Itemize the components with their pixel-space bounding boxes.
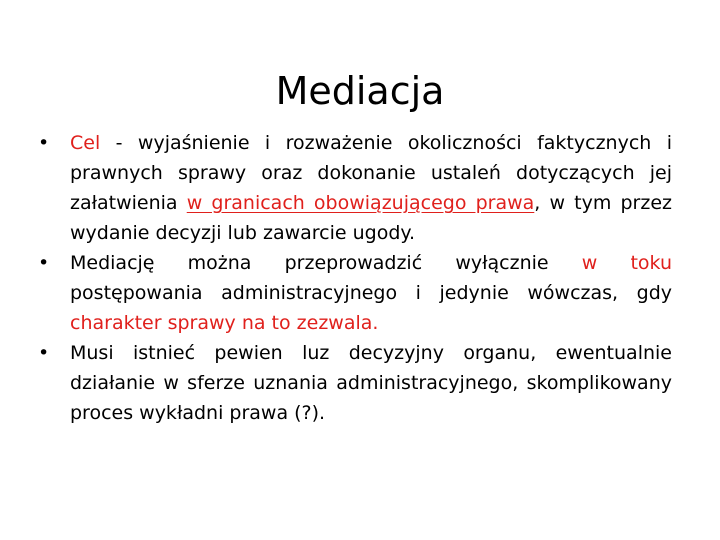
bullet-text-segment: , w tym przez wydanie decyzji lub zawarcie ugody. <box>70 192 672 244</box>
bullet-text-segment: w toku <box>581 252 672 274</box>
bullet-dot-icon: • <box>38 252 50 274</box>
bullet-text-segment: postępowania administracyjnego i jedynie wówczas, gdy <box>70 282 672 304</box>
bullet-text-segment: - wyjaśnienie i rozważenie okoliczności faktycznych i prawnych sprawy oraz dokonanie ustaleń dotyczących jej załatwienia <box>70 132 672 214</box>
bullet-item <box>38 338 672 428</box>
bullet-dot-icon: • <box>38 132 50 154</box>
bullet-dot-icon: • <box>38 342 50 364</box>
bullet-text-segment: charakter sprawy na to zezwala. <box>70 312 379 334</box>
bullet-item <box>38 248 672 338</box>
bullet-list <box>38 128 672 428</box>
bullet-text-segment: Cel <box>70 132 101 154</box>
bullet-text-segment: Mediację można przeprowadzić wyłącznie <box>70 252 582 274</box>
slide-title: Mediacja <box>275 69 445 114</box>
bullet-text-segment: Musi istnieć pewien luz decyzyjny organu, ewentualnie działanie w sferze uznania administracyjnego, skomplikowany proces wykładni prawa (?). <box>70 342 672 424</box>
bullet-item <box>38 128 672 248</box>
bullet-text-segment: w granicach obowiązującego prawa <box>186 192 535 214</box>
